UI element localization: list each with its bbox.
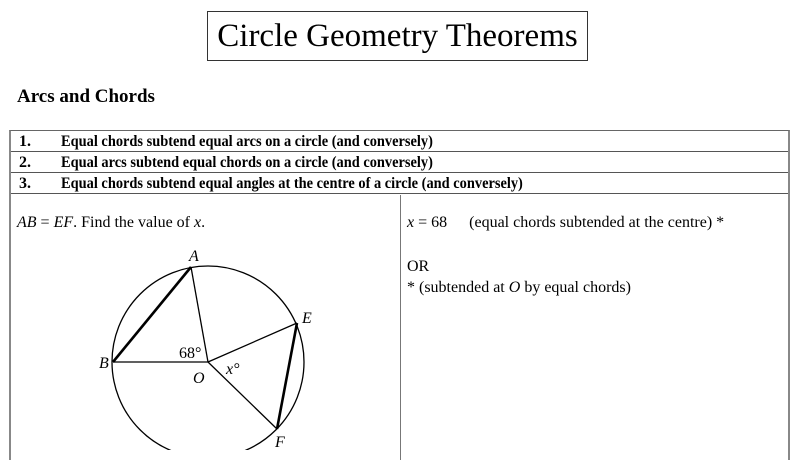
angle-aob-label: 68° <box>179 345 202 362</box>
section-heading: Arcs and Chords <box>17 86 155 107</box>
theorem-text: Equal chords subtend equal arcs on a circle (and conversely) <box>61 133 433 150</box>
question-period: . <box>201 214 206 231</box>
segment-ab: AB <box>17 214 37 231</box>
alt-suffix: by equal chords) <box>520 279 631 296</box>
theorem-text: Equal chords subtend equal angles at the centre of a circle (and conversely) <box>61 175 523 192</box>
label-o: O <box>193 370 205 387</box>
radius-oe <box>208 323 297 362</box>
equals-sign: = <box>36 214 54 231</box>
alt-prefix: * (subtended at <box>407 279 509 296</box>
answer-reason: (equal chords subtended at the centre) * <box>469 214 725 231</box>
angle-eof-label: x° <box>226 361 240 378</box>
chord-ef <box>277 323 297 429</box>
theorem-number: 2. <box>19 154 31 171</box>
answer-value: = 68 <box>414 214 448 231</box>
label-e: E <box>302 310 312 327</box>
question-variable: x <box>194 214 202 231</box>
page-title-text: Circle Geometry Theorems <box>217 17 578 54</box>
question-prompt: . Find the value of <box>73 214 194 231</box>
circle-outline <box>112 266 304 450</box>
answer-or: OR <box>407 258 430 275</box>
label-a: A <box>189 248 199 265</box>
label-f: F <box>275 434 285 450</box>
theorem-number: 3. <box>19 175 31 192</box>
theorem-number: 1. <box>19 133 31 150</box>
theorem-text: Equal arcs subtend equal chords on a circle (and conversely) <box>61 154 433 171</box>
alt-point: O <box>508 279 521 296</box>
segment-ef: EF <box>53 214 74 231</box>
radius-of <box>208 362 277 429</box>
answer-variable: x <box>407 214 415 231</box>
label-b: B <box>99 355 109 372</box>
